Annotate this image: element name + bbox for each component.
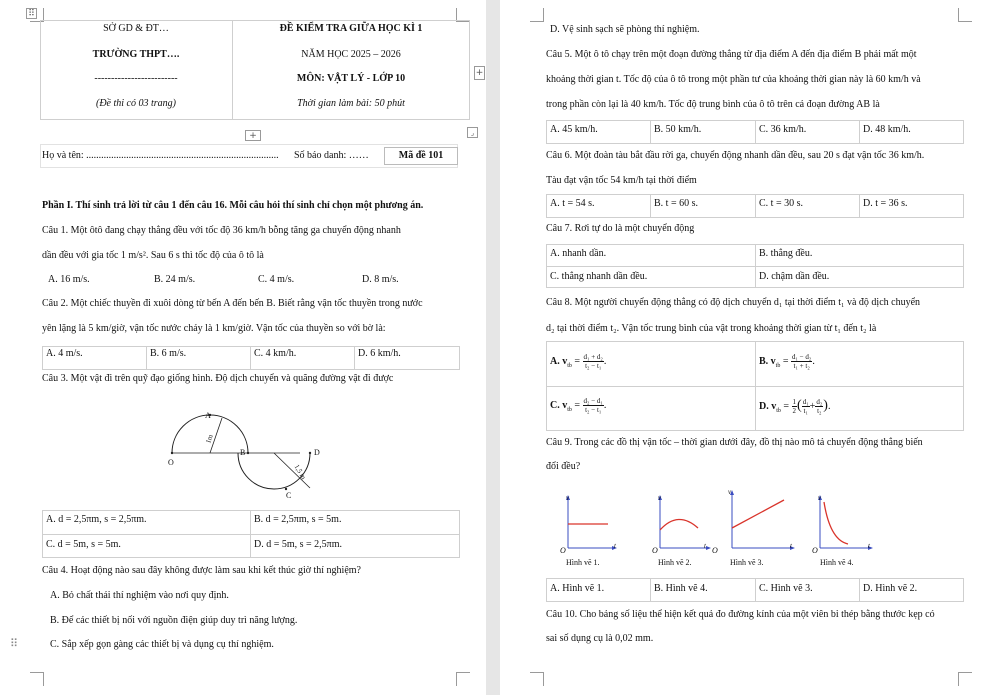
fig-label-b: B <box>240 448 246 457</box>
question-3-text: Câu 3. Một vật đi trên quỹ đạo giống hình. Độ dịch chuyển và quãng đường vật đi được <box>42 373 394 384</box>
question-2-text-cont: yên lặng là 5 km/giờ, vận tốc nước chảy là 1 km/giờ. Vận tốc của thuyền so với bờ là: <box>42 323 386 334</box>
question-4-text: Câu 4. Hoạt động nào sau đây không được làm sau khi kết thúc giờ thí nghiệm? <box>42 565 361 576</box>
part-1-title: Phần I. Thí sinh trả lời từ câu 1 đến câu 16. Mỗi câu hỏi thí sinh chỉ chọn một phương án. <box>42 200 424 211</box>
student-id-field[interactable]: Số báo danh: …… <box>294 150 369 161</box>
graph-3-caption: Hình vẽ 3. <box>730 558 764 567</box>
header-separator: ------------------------- <box>94 73 178 84</box>
question-9-text: Câu 9. Trong các đồ thị vận tốc – thời gian dưới đây, đồ thị nào mô tả chuyển động thẳng biến <box>546 437 923 448</box>
g4-axis-v: v <box>818 494 822 502</box>
question-5-text-cont2: trong phần còn lại là 40 km/h. Tốc độ trung bình của ô tô trên cả đoạn đường AB là <box>546 99 880 110</box>
department-name: SỞ GD & ĐT… <box>103 23 169 34</box>
q4-option-a[interactable]: A. Bỏ chất thải thí nghiệm vào nơi quy định. <box>50 590 229 601</box>
time-limit: Thời gian làm bài: 50 phút <box>297 98 405 109</box>
page-corner-mark <box>958 8 972 22</box>
student-name-field[interactable]: Họ và tên: ............................................................................. <box>42 150 279 161</box>
q6-option-b[interactable]: B. t = 60 s. <box>654 198 698 209</box>
page-corner-mark <box>530 8 544 22</box>
q5-option-b[interactable]: B. 50 km/h. <box>654 124 702 135</box>
question-8-text: Câu 8. Một người chuyển động thẳng có độ dịch chuyển d₁ tại thời điểm t₁ và độ dịch chuyển <box>546 297 921 308</box>
table-resize-icon[interactable]: ⌟ <box>467 127 478 138</box>
graph-2-caption: Hình vẽ 2. <box>658 558 692 567</box>
q2-option-d[interactable]: D. 6 km/h. <box>358 348 401 359</box>
question-5-text: Câu 5. Một ô tô chạy trên một đoạn đường thẳng từ địa điểm A đến địa điểm B phải mất một <box>546 49 917 60</box>
g2-axis-t: t <box>704 542 706 550</box>
q8-option-a[interactable]: A. $v_{tb}$ = $\frac{\text{d₁ + d₂}}{\text{t₂ − t₁}}$ . <box>550 353 607 371</box>
q4-option-c[interactable]: C. Sắp xếp gọn gàng các thiết bị và dụng cụ thí nghiệm. <box>50 639 274 650</box>
q7-option-d[interactable]: D. chậm dần đều. <box>759 271 830 282</box>
q1-option-a[interactable]: A. 16 m/s. <box>48 274 90 285</box>
g2-axis-v: v <box>658 494 662 502</box>
q8-option-c[interactable]: C. $v_{tb}$ = $\frac{\text{d₂ − d₁}}{\text{t₂ − t₁}}$ . <box>550 397 607 415</box>
q9-option-c[interactable]: C. Hình vẽ 3. <box>759 583 813 594</box>
fig-label-c: C <box>286 491 292 500</box>
question-9-text-cont: đổi đều? <box>546 461 581 472</box>
q5-option-c[interactable]: C. 36 km/h. <box>759 124 807 135</box>
fig-label-a: A <box>205 411 211 420</box>
q4-option-b[interactable]: B. Để các thiết bị nối với nguồn điện giúp duy trì năng lượng. <box>50 615 298 626</box>
exam-title: ĐỀ KIỂM TRA GIỮA HỌC KÌ 1 <box>279 23 423 34</box>
q5-option-d[interactable]: D. 48 km/h. <box>863 124 911 135</box>
question-6-text: Câu 6. Một đoàn tàu bắt đầu rời ga, chuyển động nhanh dần đều, sau 20 s đạt vận tốc 36 km/h. <box>546 150 925 161</box>
drag-handle-icon[interactable]: ⠿ <box>10 637 19 650</box>
page-corner-mark <box>958 672 972 686</box>
document-page-2 <box>500 0 988 695</box>
q9-option-a[interactable]: A. Hình vẽ 1. <box>550 583 605 594</box>
question-8-text-cont: d₂ tại thời điểm t₂. Vận tốc trung bình của vật trong khoảng thời gian từ t₁ đến t₂ là <box>546 323 877 334</box>
page-corner-mark <box>456 672 470 686</box>
g3-axis-t: t <box>790 542 792 550</box>
q6-option-a[interactable]: A. t = 54 s. <box>550 198 595 209</box>
q3-option-b[interactable]: B. d = 2,5πm, s = 5m. <box>254 514 342 525</box>
g3-axis-v: v <box>728 488 732 496</box>
q2-option-b[interactable]: B. 6 m/s. <box>150 348 187 359</box>
graph-4-caption: Hình vẽ 4. <box>820 558 854 567</box>
g1-axis-t: t <box>614 542 616 550</box>
question-6-text-cont: Tàu đạt vận tốc 54 km/h tại thời điểm <box>546 175 697 186</box>
add-row-icon[interactable]: + <box>245 130 261 141</box>
q1-option-b[interactable]: B. 24 m/s. <box>154 274 196 285</box>
q6-option-d[interactable]: D. t = 36 s. <box>863 198 908 209</box>
question-2-text: Câu 2. Một chiếc thuyền đi xuôi dòng từ bến A đến bến B. Biết rằng vận tốc thuyền trong nước <box>42 298 423 309</box>
q2-option-c[interactable]: C. 4 km/h. <box>254 348 297 359</box>
question-10-text-cont: sai số dụng cụ là 0,02 mm. <box>546 633 654 644</box>
q3-option-c[interactable]: C. d = 5m, s = 5m. <box>46 539 121 550</box>
g1-axis-v: v <box>566 494 570 502</box>
q7-option-c[interactable]: C. thẳng nhanh dần đều. <box>550 271 648 282</box>
exam-code: Mã đề 101 <box>398 150 444 161</box>
q9-option-b[interactable]: B. Hình vẽ 4. <box>654 583 708 594</box>
g4-origin: O <box>812 546 818 555</box>
fig-label-d: D <box>314 448 320 457</box>
q1-option-d[interactable]: D. 8 m/s. <box>362 274 399 285</box>
q7-option-a[interactable]: A. nhanh dần. <box>550 248 607 259</box>
q9-option-d[interactable]: D. Hình vẽ 2. <box>863 583 918 594</box>
q7-option-b[interactable]: B. thẳng đều. <box>759 248 813 259</box>
question-7-text: Câu 7. Rơi tự do là một chuyển động <box>546 223 695 234</box>
fig-radius-2: 1,5 m <box>292 463 308 481</box>
school-name: TRƯỜNG THPT…. <box>92 49 180 60</box>
q5-option-a[interactable]: A. 45 km/h. <box>550 124 598 135</box>
q1-option-c[interactable]: C. 4 m/s. <box>258 274 295 285</box>
g4-axis-t: t <box>868 542 870 550</box>
fig-radius-1: 1m <box>204 433 215 445</box>
fig-label-o: O <box>168 458 174 467</box>
g3-origin: O <box>712 546 718 555</box>
q8-option-b[interactable]: B. $v_{tb}$ = $\frac{\text{d₁ − d₂}}{\text{t₁ + t₂}}$ . <box>759 353 815 371</box>
school-year: NĂM HỌC 2025 – 2026 <box>301 49 401 60</box>
question-1-text: Câu 1. Một ôtô đang chạy thẳng đều với tốc độ 36 km/h bỗng tăng ga chuyển động nhanh <box>42 225 401 236</box>
add-column-icon[interactable]: + <box>475 68 484 78</box>
page-corner-mark <box>30 672 44 686</box>
subject: MÔN: VẬT LÝ - LỚP 10 <box>296 73 406 84</box>
q6-option-c[interactable]: C. t = 30 s. <box>759 198 803 209</box>
q4-option-d[interactable]: D. Vệ sinh sạch sẽ phòng thí nghiệm. <box>550 24 700 35</box>
graph-1-caption: Hình vẽ 1. <box>566 558 600 567</box>
question-10-text: Câu 10. Cho bảng số liệu thể hiện kết quả đo đường kính của một viên bi thép bằng thước kẹp có <box>546 609 935 620</box>
q8-option-d[interactable]: D. $v_{tb}$ = $\frac{1}{2}$ ( $\frac{\text{d₁}}{\text{t₁}}$ + $\frac{\text{d₂}}{\text{t₂}}$ ). <box>759 398 831 416</box>
document-page-1 <box>0 0 486 695</box>
table-move-handle-icon[interactable]: ⠿ <box>26 8 37 19</box>
g2-origin: O <box>652 546 658 555</box>
page-corner-mark <box>530 672 544 686</box>
q2-option-a[interactable]: A. 4 m/s. <box>46 348 83 359</box>
page-count-note: (Đề thi có 03 trang) <box>96 98 176 109</box>
question-1-text-cont: dần đều với gia tốc 1 m/s². Sau 6 s thì tốc độ của ô tô là <box>42 250 264 261</box>
question-5-text-cont: khoảng thời gian t. Tốc độ của ô tô trong một phần tư của khoảng thời gian này là 60 km/h và <box>546 74 921 85</box>
q3-option-a[interactable]: A. d = 2,5πm, s = 2,5πm. <box>46 514 147 525</box>
g1-origin: O <box>560 546 566 555</box>
q3-option-d[interactable]: D. d = 5m, s = 2,5πm. <box>254 539 342 550</box>
